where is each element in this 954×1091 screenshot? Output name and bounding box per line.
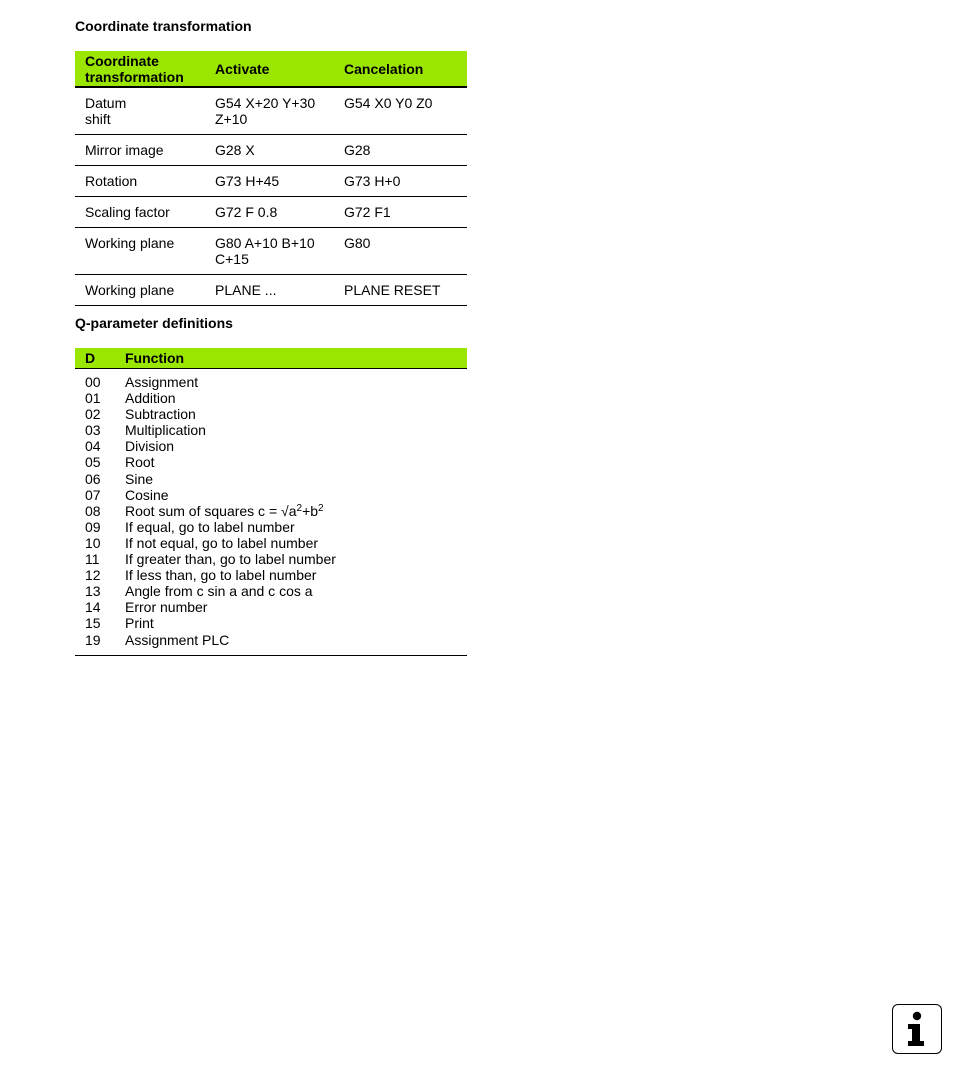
cell-activate: G80 A+10 B+10 C+15 — [205, 228, 334, 275]
cell-cancelation: G28 — [334, 135, 467, 166]
function-name: If not equal, go to label number — [125, 534, 319, 551]
function-name: Subtraction — [125, 406, 196, 423]
table-row — [75, 228, 467, 275]
cell-cancelation: PLANE RESET — [334, 275, 467, 306]
cell-cancelation: G54 X0 Y0 Z0 — [334, 87, 467, 135]
cell-transformation: Rotation — [75, 166, 205, 197]
cell-transformation: Working plane — [75, 275, 205, 306]
function-name: Assignment PLC — [125, 631, 230, 648]
list-item — [75, 454, 467, 470]
column-header-cancelation: Cancelation — [334, 51, 467, 87]
table-row — [75, 87, 467, 135]
d-code: 02 — [85, 406, 101, 423]
section-title-coordinate-transformation: Coordinate transformation — [75, 18, 252, 34]
list-item — [75, 390, 467, 406]
list-item — [75, 422, 467, 438]
list-item — [75, 374, 467, 390]
d-code: 15 — [85, 615, 101, 632]
table-row — [75, 166, 467, 197]
info-icon — [892, 1004, 942, 1054]
cell-cancelation: G72 F1 — [334, 197, 467, 228]
q-parameter-table — [75, 348, 467, 656]
d-code: 10 — [85, 534, 101, 551]
cell-cancelation: G73 H+0 — [334, 166, 467, 197]
d-code: 03 — [85, 422, 101, 439]
d-code: 07 — [85, 486, 101, 503]
table-header-row — [75, 348, 467, 369]
cell-transformation: Scaling factor — [75, 197, 205, 228]
cell-activate: G73 H+45 — [205, 166, 334, 197]
table-row — [75, 197, 467, 228]
list-item — [75, 471, 467, 487]
list-item — [75, 615, 467, 631]
function-name: Cosine — [125, 486, 169, 503]
formula-prefix: Root sum of squares c = √a — [125, 502, 297, 519]
column-header-d: D — [85, 350, 96, 366]
cell-datum-shift: Datum shift — [75, 87, 205, 135]
section-title-q-parameter-definitions: Q-parameter definitions — [75, 315, 233, 331]
d-code: 13 — [85, 583, 101, 600]
d-code: 09 — [85, 518, 101, 535]
list-item — [75, 567, 467, 583]
d-code: 06 — [85, 470, 101, 487]
cell-activate: G28 X — [205, 135, 334, 166]
function-name: Assignment — [125, 374, 199, 390]
cell-transformation: Mirror image — [75, 135, 205, 166]
list-item — [75, 632, 467, 648]
function-name: Root — [125, 454, 155, 471]
formula-mid: +b — [302, 502, 319, 519]
d-code: 04 — [85, 438, 101, 455]
function-name: Error number — [125, 599, 208, 616]
table-row — [75, 135, 467, 166]
function-name: Addition — [125, 390, 176, 407]
d-code: 11 — [85, 551, 100, 568]
function-name: Print — [125, 615, 154, 632]
list-item — [75, 406, 467, 422]
table-row — [75, 275, 467, 306]
d-code: 01 — [85, 390, 101, 407]
d-code: 12 — [85, 567, 101, 584]
column-header-coordinate-transformation: Coordinate transformation — [75, 51, 205, 87]
d-code: 00 — [85, 374, 101, 390]
cell-cancelation: G80 — [334, 228, 467, 275]
coordinate-transformation-table — [75, 51, 467, 306]
function-name: If greater than, go to label number — [125, 551, 336, 568]
list-item — [75, 487, 467, 503]
table-header-row — [75, 51, 467, 87]
function-name: If equal, go to label number — [125, 518, 295, 535]
cell-activate: PLANE ... — [205, 275, 334, 306]
d-code: 14 — [85, 599, 101, 616]
d-code: 05 — [85, 454, 101, 471]
function-name: Division — [125, 438, 175, 455]
list-item — [75, 438, 467, 454]
d-code: 08 — [85, 502, 101, 519]
function-name: Angle from c sin a and c cos a — [125, 583, 313, 600]
superscript-2: 2 — [296, 502, 303, 514]
function-name: Multiplication — [125, 422, 206, 439]
list-item — [75, 503, 467, 519]
cell-transformation: Working plane — [75, 228, 205, 275]
list-item — [75, 519, 467, 535]
list-item — [75, 535, 467, 551]
cell-activate: G54 X+20 Y+30 Z+10 — [205, 87, 334, 135]
list-item — [75, 599, 467, 615]
info-glyph — [893, 1005, 940, 1052]
column-header-function: Function — [125, 350, 185, 366]
function-name: Sine — [125, 470, 154, 487]
q-parameter-list — [75, 369, 467, 656]
d-code: 19 — [85, 631, 101, 648]
cell-activate: G72 F 0.8 — [205, 197, 334, 228]
list-item — [75, 551, 467, 567]
superscript-2: 2 — [318, 502, 324, 514]
function-name — [125, 503, 324, 519]
column-header-activate: Activate — [205, 51, 334, 87]
function-name: If less than, go to label number — [125, 567, 317, 584]
list-item — [75, 583, 467, 599]
